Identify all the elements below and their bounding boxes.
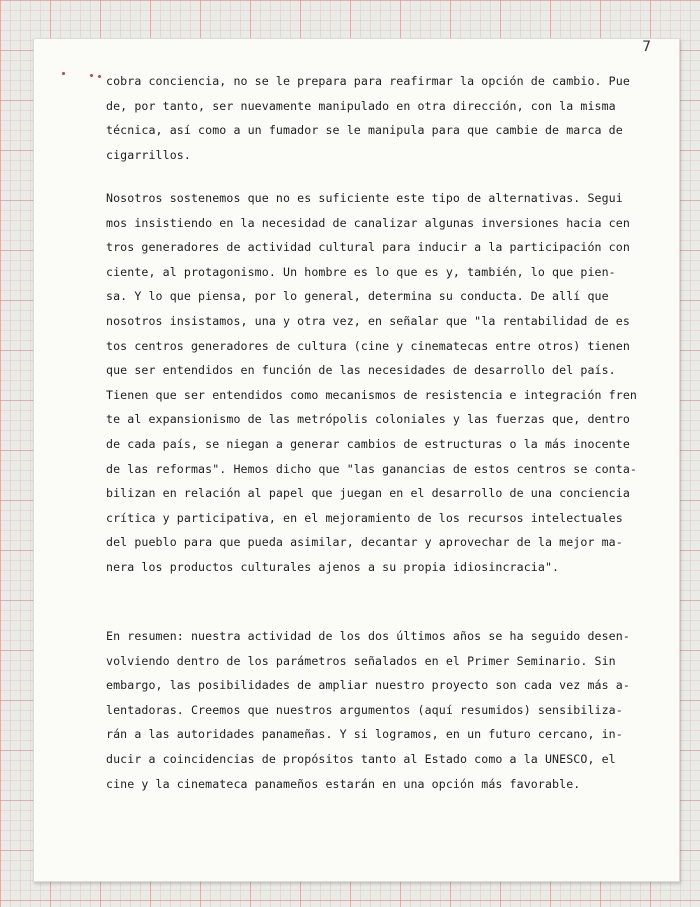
text-line: tos centros generadores de cultura (cine y cinematecas entre otros) tienen xyxy=(106,338,630,353)
text-line: rán a las autoridades panameñas. Y si logramos, en un futuro cercano, in- xyxy=(106,727,623,742)
text-line: cine y la cinemateca panameños estarán en una opción más favorable. xyxy=(106,776,581,791)
text-line: ciente, al protagonismo. Un hombre es lo que es y, también, lo que pien- xyxy=(106,264,616,279)
document-page xyxy=(33,38,680,882)
ink-speck xyxy=(62,72,65,75)
text-line: cigarrillos. xyxy=(106,147,191,162)
text-line: nosotros insistamos, una y otra vez, en señalar que "la rentabilidad de es xyxy=(106,313,630,328)
text-line: sa. Y lo que piensa, por lo general, determina su conducta. De allí que xyxy=(106,289,609,304)
text-line: técnica, así como a un fumador se le manipula para que cambie de marca de xyxy=(106,123,623,138)
text-line: de, por tanto, ser nuevamente manipulado en otra dirección, con la misma xyxy=(106,98,616,113)
text-line: ducir a coincidencias de propósitos tanto al Estado como a la UNESCO, el xyxy=(106,751,616,766)
text-line: de las reformas". Hemos dicho que "las ganancias de estos centros se conta- xyxy=(106,461,638,476)
text-line: Tienen que ser entendidos como mecanismos de resistencia e integración fren xyxy=(106,387,638,402)
text-line: te al expansionismo de las metrópolis coloniales y las fuerzas que, dentro xyxy=(106,412,630,427)
text-line: volviendo dentro de los parámetros señalados en el Primer Seminario. Sin xyxy=(106,653,616,668)
text-line: que ser entendidos en función de las necesidades de desarrollo del país. xyxy=(106,363,616,378)
paragraph-1 xyxy=(106,69,646,167)
text-line: En resumen: nuestra actividad de los dos últimos años se ha seguido desen- xyxy=(106,629,630,643)
text-line: tros generadores de actividad cultural para inducir a la participación con xyxy=(106,240,630,255)
paragraph-2 xyxy=(106,186,646,580)
text-line: nera los productos culturales ajenos a su propia idiosincracia". xyxy=(106,559,560,574)
paragraph-3 xyxy=(106,624,646,796)
ink-speck xyxy=(98,75,101,78)
text-line: bilizan en relación al papel que juegan en el desarrollo de una conciencia xyxy=(106,486,630,501)
text-line: cobra conciencia, no se le prepara para reafirmar la opción de cambio. Pue xyxy=(106,74,630,88)
text-line: Nosotros sostenemos que no es suficiente este tipo de alternativas. Segui xyxy=(106,191,623,205)
text-line: mos insistiendo en la necesidad de canalizar algunas inversiones hacia cen xyxy=(106,215,630,230)
ink-speck xyxy=(90,74,93,77)
page-number: 7 xyxy=(642,39,651,55)
text-line: crítica y participativa, en el mejoramiento de los recursos intelectuales xyxy=(106,510,623,525)
text-line: del pueblo para que pueda asimilar, decantar y aprovechar de la mejor ma- xyxy=(106,535,623,550)
text-line: embargo, las posibilidades de ampliar nuestro proyecto son cada vez más a- xyxy=(106,678,630,693)
text-line: de cada país, se niegan a generar cambios de estructuras o la más inocente xyxy=(106,436,630,451)
text-line: lentadoras. Creemos que nuestros argumentos (aquí resumidos) sensibiliza- xyxy=(106,702,623,717)
